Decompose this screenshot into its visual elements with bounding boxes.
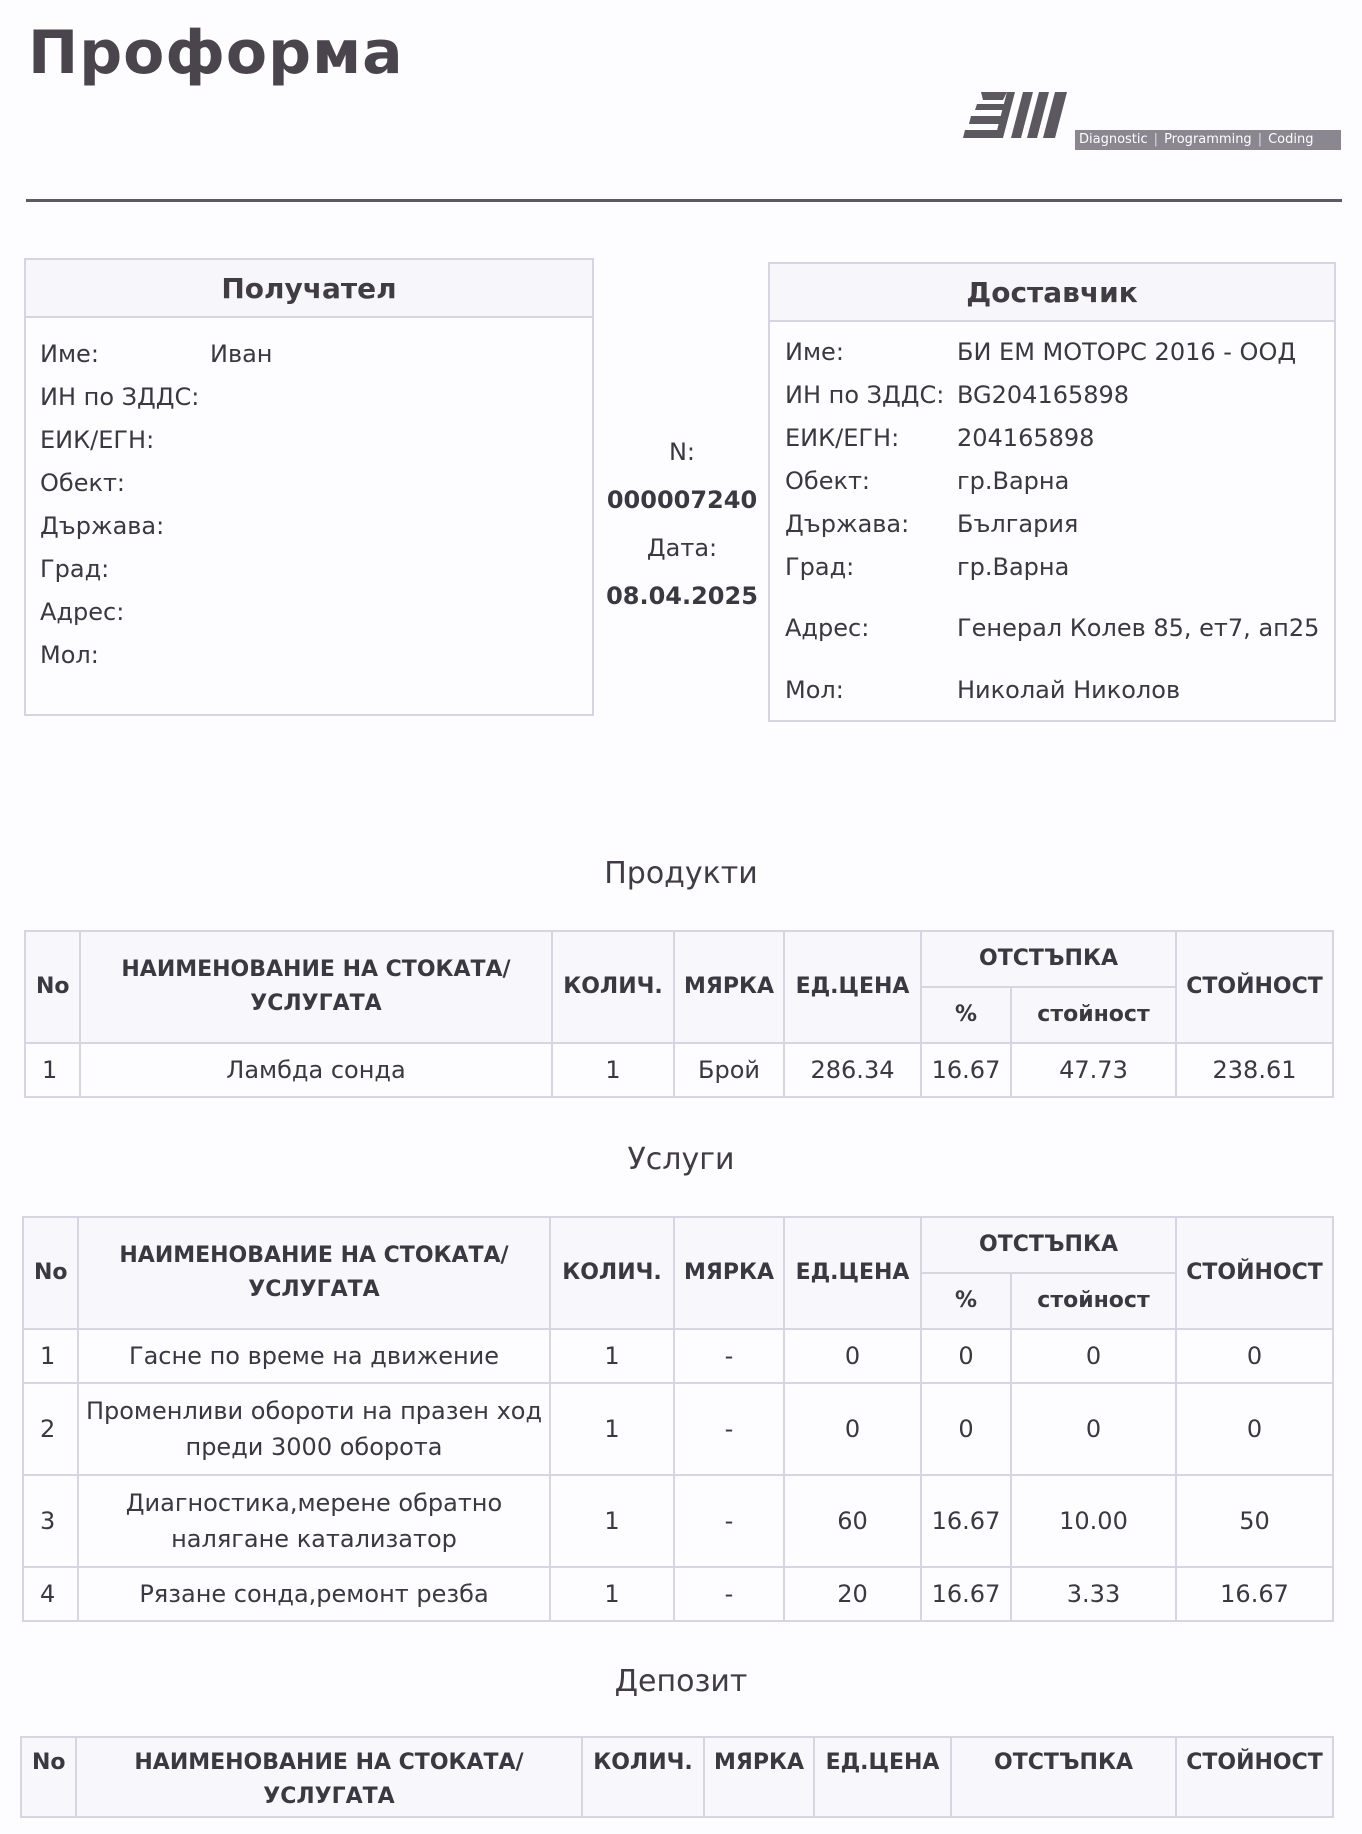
column-header-price: ЕД.ЦЕНА — [784, 1217, 921, 1329]
column-header-unit: МЯРКА — [704, 1737, 814, 1817]
field-label: Адрес: — [40, 597, 125, 626]
document-date: 08.04.2025 — [606, 582, 758, 610]
row-qty: 1 — [550, 1383, 674, 1475]
row-discount-value: 47.73 — [1011, 1043, 1176, 1097]
supplier-mol-row — [770, 668, 1334, 711]
column-header-total: СТОЙНОСТ — [1176, 931, 1333, 1043]
supplier-vat-row — [770, 373, 1334, 416]
field-label: ЕИК/ЕГН: — [40, 425, 155, 454]
row-unit: Брой — [674, 1043, 784, 1097]
row-discount-pct: 0 — [921, 1329, 1011, 1383]
column-header-discount: ОТСТЪПКА — [921, 931, 1176, 987]
field-value: 204165898 — [957, 423, 1095, 452]
recipient-name-row — [26, 332, 592, 375]
column-header-total: СТОЙНОСТ — [1176, 1737, 1333, 1817]
recipient-vat-row — [26, 375, 592, 418]
recipient-box — [24, 258, 594, 716]
row-discount-value: 0 — [1011, 1329, 1176, 1383]
column-header-qty: КОЛИЧ. — [552, 931, 674, 1043]
column-header-price: ЕД.ЦЕНА — [814, 1737, 951, 1817]
field-label: Обект: — [785, 466, 871, 495]
field-value: Генерал Колев 85, ет7, ап25 — [957, 614, 1320, 642]
column-header-name: НАИМЕНОВАНИЕ НА СТОКАТА/УСЛУГАТА — [78, 1217, 550, 1329]
recipient-mol-row — [26, 633, 592, 676]
row-price: 0 — [784, 1329, 921, 1383]
row-no: 3 — [23, 1475, 78, 1567]
column-header-no: No — [23, 1217, 78, 1329]
row-price: 286.34 — [784, 1043, 921, 1097]
products-table — [24, 930, 1334, 1098]
field-label: Име: — [785, 337, 844, 366]
field-label: Име: — [40, 339, 99, 368]
date-label: Дата: — [646, 534, 718, 562]
recipient-heading: Получател — [26, 260, 592, 318]
row-unit: - — [674, 1475, 784, 1567]
row-total: 50 — [1176, 1475, 1333, 1567]
field-value: БИ ЕМ МОТОРС 2016 - ООД — [957, 337, 1297, 366]
logo-tag-programming: Programming — [1164, 132, 1252, 147]
field-label: Държава: — [785, 509, 910, 538]
field-label: Адрес: — [785, 614, 870, 642]
supplier-address-row — [770, 588, 1334, 668]
column-header-price: ЕД.ЦЕНА — [784, 931, 921, 1043]
column-header-discount: ОТСТЪПКА — [921, 1217, 1176, 1273]
column-header-unit: МЯРКА — [674, 931, 784, 1043]
field-label: Мол: — [40, 640, 99, 669]
field-label: Обект: — [40, 468, 126, 497]
field-value: Николай Николов — [957, 675, 1181, 704]
row-total: 0 — [1176, 1329, 1333, 1383]
column-header-discount: ОТСТЪПКА — [951, 1737, 1176, 1817]
recipient-eik-row — [26, 418, 592, 461]
number-label: N: — [668, 438, 696, 466]
field-label: ИН по ЗДДС: — [40, 382, 200, 411]
row-name: Гасне по време на движение — [78, 1329, 550, 1383]
logo-tag-diagnostic: Diagnostic — [1079, 132, 1148, 147]
recipient-object-row — [26, 461, 592, 504]
field-label: ЕИК/ЕГН: — [785, 423, 900, 452]
row-no: 1 — [25, 1043, 80, 1097]
row-discount-value: 10.00 — [1011, 1475, 1176, 1567]
row-total: 0 — [1176, 1383, 1333, 1475]
row-name: Рязане сонда,ремонт резба — [78, 1567, 550, 1621]
column-header-qty: КОЛИЧ. — [582, 1737, 704, 1817]
products-section-title: Продукти — [604, 856, 758, 891]
recipient-address-row — [26, 590, 592, 633]
row-name: Променливи обороти на празен ход преди 3000 оборота — [78, 1383, 550, 1475]
row-no: 4 — [23, 1567, 78, 1621]
column-header-total: СТОЙНОСТ — [1176, 1217, 1333, 1329]
column-header-no: No — [21, 1737, 76, 1817]
field-value: Иван — [210, 339, 273, 368]
row-discount-pct: 16.67 — [921, 1043, 1011, 1097]
field-label: Държава: — [40, 511, 165, 540]
row-name: Ламбда сонда — [80, 1043, 552, 1097]
table-row — [23, 1329, 1333, 1383]
field-label: Град: — [785, 552, 855, 581]
supplier-eik-row — [770, 416, 1334, 459]
field-value: България — [957, 509, 1079, 538]
services-table — [22, 1216, 1334, 1622]
supplier-city-row — [770, 545, 1334, 588]
table-row — [25, 1043, 1333, 1097]
row-discount-value: 0 — [1011, 1383, 1176, 1475]
column-header-qty: КОЛИЧ. — [550, 1217, 674, 1329]
row-qty: 1 — [552, 1043, 674, 1097]
row-discount-pct: 16.67 — [921, 1475, 1011, 1567]
column-header-discount-pct: % — [921, 1273, 1011, 1329]
column-header-unit: МЯРКА — [674, 1217, 784, 1329]
row-qty: 1 — [550, 1475, 674, 1567]
deposit-section-title: Депозит — [614, 1664, 748, 1699]
field-label: ИН по ЗДДС: — [785, 380, 945, 409]
recipient-country-row — [26, 504, 592, 547]
column-header-discount-value: стойност — [1011, 1273, 1176, 1329]
field-value: гр.Варна — [957, 466, 1070, 495]
field-value: гр.Варна — [957, 552, 1070, 581]
row-name: Диагностика,мерене обратно налягане катализатор — [78, 1475, 550, 1567]
table-row — [23, 1567, 1333, 1621]
row-unit: - — [674, 1383, 784, 1475]
header-divider — [26, 199, 1342, 202]
row-no: 1 — [23, 1329, 78, 1383]
column-header-discount-pct: % — [921, 987, 1011, 1043]
row-total: 238.61 — [1176, 1043, 1333, 1097]
field-label: Мол: — [785, 675, 844, 704]
services-section-title: Услуги — [627, 1142, 735, 1177]
recipient-city-row — [26, 547, 592, 590]
column-header-name: НАИМЕНОВАНИЕ НА СТОКАТА/УСЛУГАТА — [76, 1737, 582, 1817]
column-header-discount-value: стойност — [1011, 987, 1176, 1043]
row-total: 16.67 — [1176, 1567, 1333, 1621]
row-discount-pct: 0 — [921, 1383, 1011, 1475]
column-header-no: No — [25, 931, 80, 1043]
supplier-box — [768, 262, 1336, 722]
document-info — [600, 428, 764, 620]
field-value: BG204165898 — [957, 380, 1130, 409]
row-qty: 1 — [550, 1567, 674, 1621]
row-qty: 1 — [550, 1329, 674, 1383]
table-row — [23, 1475, 1333, 1567]
company-logo — [963, 90, 1343, 152]
row-unit: - — [674, 1567, 784, 1621]
supplier-name-row — [770, 330, 1334, 373]
field-label: Град: — [40, 554, 110, 583]
row-no: 2 — [23, 1383, 78, 1475]
row-price: 0 — [784, 1383, 921, 1475]
supplier-object-row — [770, 459, 1334, 502]
deposit-table — [20, 1736, 1334, 1818]
row-unit: - — [674, 1329, 784, 1383]
table-row — [23, 1383, 1333, 1475]
document-number: 000007240 — [606, 486, 758, 514]
bm-logo-icon — [963, 90, 1073, 150]
row-price: 20 — [784, 1567, 921, 1621]
row-discount-value: 3.33 — [1011, 1567, 1176, 1621]
supplier-heading: Доставчик — [770, 264, 1334, 322]
column-header-name: НАИМЕНОВАНИЕ НА СТОКАТА/УСЛУГАТА — [80, 931, 552, 1043]
row-price: 60 — [784, 1475, 921, 1567]
logo-tag-coding: Coding — [1268, 132, 1314, 147]
row-discount-pct: 16.67 — [921, 1567, 1011, 1621]
logo-tagline: Diagnostic | Programming | Coding — [1075, 130, 1341, 150]
supplier-country-row — [770, 502, 1334, 545]
document-title: Проформа — [28, 18, 404, 88]
